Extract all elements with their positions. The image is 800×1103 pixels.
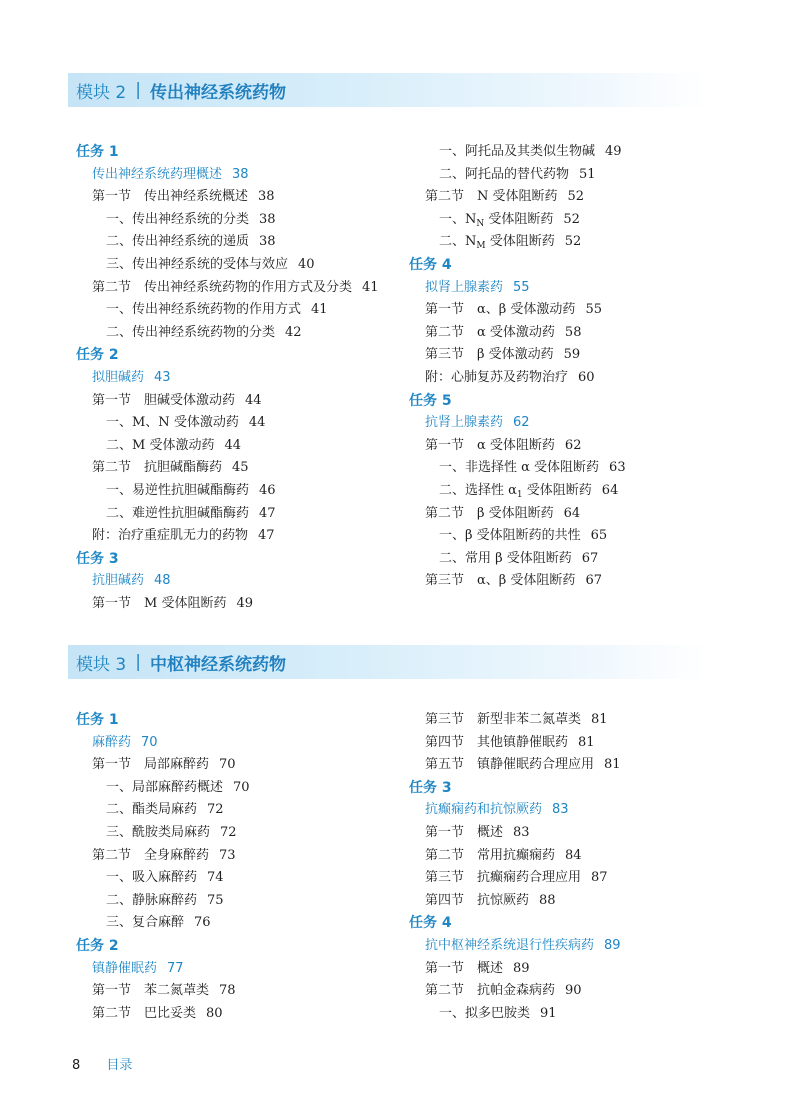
- toc-tasktitle: [409, 412, 739, 435]
- toc-entry-text: 镇静催眠药: [92, 960, 158, 976]
- toc-entry-text: 第四节 其他镇静催眠药: [425, 734, 569, 750]
- toc-page-number: 87: [591, 870, 608, 886]
- toc-page-number: 64: [601, 482, 619, 498]
- toc-entry-text: 第一节 α 受体阻断药: [425, 437, 555, 453]
- toc-item: [409, 164, 739, 187]
- toc-entry-text: 第二节 抗胆碱酯酶药: [92, 460, 223, 476]
- module-title: 传出神经系统药物: [149, 82, 286, 103]
- toc-page-number: 81: [604, 757, 621, 773]
- toc-entry-text: 麻醉药: [92, 734, 132, 750]
- toc-page-number: 46: [259, 482, 276, 498]
- toc-entry-text: 二、常用 β 受体阻断药: [439, 550, 572, 566]
- toc-entry-text: 第一节 胆碱受体激动药: [92, 392, 236, 408]
- toc-task: [76, 548, 406, 571]
- toc-entry-text: 第二节 β 受体阻断药: [425, 505, 554, 521]
- toc-entry-text: 一、非选择性 α 受体阻断药: [439, 460, 600, 476]
- toc-task: [409, 912, 739, 935]
- toc-section: [409, 367, 739, 390]
- toc-page-number: 67: [581, 550, 599, 566]
- toc-page-number: 48: [154, 573, 171, 589]
- toc-entry-text: 第一节 传出神经系统概述: [92, 189, 249, 205]
- toc-entry-text: 第一节 概述: [425, 960, 504, 976]
- toc-task: [409, 254, 739, 277]
- toc-entry-text: 任务 3: [76, 550, 119, 567]
- toc-entry-text: 第一节 局部麻醉药: [92, 757, 210, 773]
- toc-section: [76, 1003, 406, 1026]
- toc-section: [409, 709, 739, 732]
- toc-task: [409, 777, 739, 800]
- toc-page-number: 44: [245, 392, 262, 408]
- toc-entry-text: 附：心肺复苏及药物治疗: [425, 369, 569, 385]
- toc-section: [409, 822, 739, 845]
- toc-page-number: 78: [219, 983, 236, 999]
- toc-page-number: 81: [591, 712, 608, 727]
- toc-tasktitle: [409, 799, 739, 822]
- toc-tasktitle: [76, 958, 406, 981]
- toc-entry-text: 传出神经系统药理概述: [92, 166, 223, 182]
- toc-entry-text: 任务 4: [409, 256, 452, 273]
- toc-page-number: 45: [232, 460, 249, 476]
- toc-page-number: 84: [565, 847, 582, 863]
- toc-page-number: 38: [259, 234, 276, 250]
- toc-entry-text: 二、酯类局麻药: [106, 802, 198, 818]
- toc-page-number: 55: [585, 302, 602, 318]
- page-footer: [72, 1054, 132, 1073]
- toc-entry-text: 任务 3: [409, 779, 452, 796]
- toc-entry-text: 一、吸入麻醉药: [106, 870, 198, 886]
- toc-entry-text: 二、M 受体激动药: [106, 437, 215, 453]
- toc-entry-text-tail: 受体阻断药: [485, 234, 555, 250]
- toc-task: [76, 709, 406, 732]
- toc-page-number: 43: [154, 369, 171, 385]
- toc-section: [409, 344, 739, 367]
- toc-entry-text: 一、β 受体阻断药的共性: [439, 528, 581, 544]
- toc-page-number: 41: [362, 279, 379, 295]
- toc-page-number: 41: [311, 302, 328, 318]
- toc-page-number: 76: [194, 915, 211, 931]
- toc-section: [76, 457, 406, 480]
- toc-item: [76, 777, 406, 800]
- toc-page-number: 75: [207, 892, 224, 908]
- toc-entry-text: 第一节 M 受体阻断药: [92, 595, 227, 611]
- toc-entry-text: 第二节 α 受体激动药: [425, 324, 555, 340]
- toc-page-number: 67: [585, 573, 602, 589]
- toc-entry-text: 第三节 β 受体激动药: [425, 347, 554, 363]
- toc-page-number: 63: [609, 460, 626, 476]
- toc-entry-text: 抗胆碱药: [92, 573, 145, 589]
- toc-entry-text: 第二节 全身麻醉药: [92, 847, 210, 863]
- toc-section: [76, 754, 406, 777]
- toc-entry-text: 第三节 抗癫痫药合理应用: [425, 870, 582, 886]
- toc-entry-text: 第二节 传出神经系统药物的作用方式及分类: [92, 279, 353, 295]
- toc-page-number: 47: [258, 528, 275, 544]
- toc-page-number: 42: [285, 324, 302, 340]
- toc-entry-text: 任务 5: [409, 392, 452, 409]
- toc-page-number: 74: [207, 870, 224, 886]
- toc-page-number: 90: [565, 983, 582, 999]
- toc-entry-text: 一、N: [439, 211, 477, 227]
- toc-tasktitle: [409, 935, 739, 958]
- toc-item: [409, 480, 739, 503]
- toc-page-number: 73: [219, 847, 236, 863]
- toc-task: [76, 935, 406, 958]
- toc-entry-text: 第三节 新型非苯二氮䓬类: [425, 712, 582, 727]
- toc-section: [409, 754, 739, 777]
- module-2-header: [68, 73, 708, 107]
- toc-item: [76, 799, 406, 822]
- toc-entry-text: 二、阿托品的替代药物: [439, 166, 570, 182]
- toc-item: [409, 1003, 739, 1026]
- toc-section: [409, 503, 739, 526]
- toc-task: [76, 141, 406, 164]
- toc-item: [76, 322, 406, 345]
- toc-entry-text: 任务 1: [76, 712, 119, 728]
- toc-page-number: 64: [563, 505, 581, 521]
- toc-item: [76, 912, 406, 935]
- toc-page-number: 72: [207, 802, 224, 818]
- toc-entry-text: 附：治疗重症肌无力的药物: [92, 528, 249, 544]
- toc-item: [76, 299, 406, 322]
- module-3-right-column: [409, 709, 739, 1025]
- toc-page-number: 88: [539, 892, 556, 908]
- module-separator: |: [135, 652, 141, 672]
- toc-tasktitle: [409, 277, 739, 300]
- toc-entry-text: 一、拟多巴胺类: [439, 1005, 531, 1021]
- toc-entry-text: 第二节 抗帕金森病药: [425, 983, 556, 999]
- toc-section: [76, 277, 406, 300]
- toc-section: [76, 980, 406, 1003]
- toc-entry-text: 第一节 苯二氮䓬类: [92, 983, 210, 999]
- module-3-header: [68, 645, 708, 679]
- module-label: 模块 3: [76, 654, 127, 675]
- toc-section: [409, 845, 739, 868]
- toc-entry-text: 第三节 α、β 受体阻断药: [425, 573, 576, 589]
- toc-page-number: 81: [578, 734, 595, 750]
- toc-item: [76, 254, 406, 277]
- toc-tasktitle: [76, 164, 406, 187]
- toc-entry-text: 拟肾上腺素药: [425, 279, 504, 295]
- toc-page-number: 70: [233, 779, 250, 795]
- toc-entry-text-tail: 受体阻断药: [484, 211, 554, 227]
- toc-item: [76, 231, 406, 254]
- toc-page-number: 72: [220, 824, 237, 840]
- toc-page-number: 38: [259, 211, 276, 227]
- module-separator: |: [135, 80, 141, 100]
- toc-entry-text: 一、阿托品及其类似生物碱: [439, 144, 596, 159]
- toc-item: [409, 548, 739, 571]
- toc-page-number: 38: [232, 166, 249, 182]
- toc-page-number: 62: [513, 415, 530, 431]
- module-2-left-column: [76, 141, 406, 615]
- toc-tasktitle: [76, 367, 406, 390]
- toc-entry-text: 第五节 镇静催眠药合理应用: [425, 757, 595, 773]
- toc-page-number: 60: [578, 369, 595, 385]
- toc-entry-text: 一、M、N 受体激动药: [106, 415, 239, 431]
- toc-page-number: 83: [552, 802, 569, 818]
- toc-entry-text: 任务 1: [76, 144, 119, 160]
- page-number: 8: [72, 1058, 81, 1073]
- toc-page-number: 38: [258, 189, 275, 205]
- toc-page-number: 44: [248, 415, 266, 431]
- toc-entry-text: 抗癫痫药和抗惊厥药: [425, 802, 543, 818]
- toc-item: [409, 457, 739, 480]
- toc-entry-text: 第二节 常用抗癫痫药: [425, 847, 556, 863]
- toc-tasktitle: [76, 570, 406, 593]
- toc-task: [409, 390, 739, 413]
- toc-item: [76, 209, 406, 232]
- toc-page-number: 49: [236, 595, 253, 611]
- toc-page-number: 58: [564, 324, 582, 340]
- toc-entry-text: 第二节 巴比妥类: [92, 1005, 197, 1021]
- toc-page-number: 89: [604, 937, 621, 953]
- toc-page-number: 59: [563, 347, 581, 363]
- toc-section: [76, 845, 406, 868]
- toc-section: [409, 570, 739, 593]
- toc-entry-text-tail: 受体阻断药: [522, 482, 592, 498]
- toc-item: [76, 435, 406, 458]
- toc-entry-text: 任务 4: [409, 915, 452, 932]
- toc-page-number: 65: [590, 528, 608, 544]
- toc-entry-text: 任务 2: [76, 937, 119, 954]
- toc-entry-text: 三、酰胺类局麻药: [106, 824, 211, 840]
- toc-entry-text: 第一节 概述: [425, 824, 504, 840]
- toc-entry-text: 第四节 抗惊厥药: [425, 892, 530, 908]
- toc-page-number: 47: [259, 505, 276, 521]
- toc-entry-text: 二、传出神经系统药物的分类: [106, 324, 276, 340]
- toc-section: [409, 958, 739, 981]
- toc-section: [409, 299, 739, 322]
- toc-entry-text: 第二节 N 受体阻断药: [425, 189, 558, 205]
- toc-tasktitle: [76, 732, 406, 755]
- toc-item: [409, 525, 739, 548]
- toc-page-number: 52: [564, 234, 582, 250]
- toc-item: [409, 141, 739, 164]
- toc-section: [76, 390, 406, 413]
- toc-section: [409, 867, 739, 890]
- toc-item: [76, 503, 406, 526]
- toc-entry-text: 抗中枢神经系统退行性疾病药: [425, 937, 595, 953]
- toc-section: [409, 980, 739, 1003]
- toc-page-number: 70: [219, 757, 236, 773]
- toc-page-number: 77: [167, 960, 184, 976]
- module-2-right-column: [409, 141, 739, 593]
- toc-section: [409, 732, 739, 755]
- toc-entry-text: 二、难逆性抗胆碱酯酶药: [106, 505, 250, 521]
- toc-section: [409, 186, 739, 209]
- toc-entry-text: 拟胆碱药: [92, 369, 145, 385]
- toc-section: [76, 593, 406, 616]
- toc-page-number: 70: [141, 734, 158, 750]
- toc-entry-text: 二、静脉麻醉药: [106, 892, 198, 908]
- toc-page-number: 40: [298, 256, 315, 272]
- toc-section: [76, 525, 406, 548]
- toc-page-number: 91: [540, 1005, 557, 1021]
- toc-item: [76, 867, 406, 890]
- toc-task: [76, 344, 406, 367]
- toc-entry-text: 二、选择性 α: [439, 482, 517, 498]
- toc-entry-text: 三、传出神经系统的受体与效应: [106, 256, 289, 272]
- toc-page-number: 52: [563, 211, 580, 227]
- toc-entry-text: 任务 2: [76, 347, 119, 364]
- toc-entry-text: 抗肾上腺素药: [425, 415, 504, 431]
- toc-entry-text: 一、易逆性抗胆碱酯酶药: [106, 482, 250, 498]
- toc-section: [409, 322, 739, 345]
- toc-section: [76, 186, 406, 209]
- toc-item: [76, 412, 406, 435]
- toc-item: [76, 890, 406, 913]
- toc-entry-text: 三、复合麻醉: [106, 915, 185, 931]
- toc-item: [409, 209, 739, 232]
- toc-entry-text: 二、N: [439, 234, 477, 250]
- toc-entry-text: 一、局部麻醉药概述: [106, 779, 224, 795]
- toc-page-number: 49: [605, 144, 622, 159]
- toc-section: [409, 890, 739, 913]
- module-label: 模块 2: [76, 82, 127, 103]
- toc-entry-text: 一、传出神经系统药物的作用方式: [106, 302, 302, 318]
- toc-page-number: 89: [513, 960, 530, 976]
- toc-entry-text: 一、传出神经系统的分类: [106, 211, 250, 227]
- toc-item: [76, 480, 406, 503]
- toc-page-number: 83: [513, 824, 530, 840]
- toc-page-number: 51: [579, 166, 596, 182]
- toc-page-number: 52: [567, 189, 585, 205]
- toc-entry-text: 二、传出神经系统的递质: [106, 234, 250, 250]
- toc-page-number: 55: [513, 279, 530, 295]
- toc-entry-subscript: 1: [516, 489, 523, 500]
- toc-entry-text: 第一节 α、β 受体激动药: [425, 302, 576, 318]
- toc-item: [76, 822, 406, 845]
- toc-page-number: 44: [224, 437, 241, 453]
- toc-page-number: 62: [564, 437, 582, 453]
- toc-section: [409, 435, 739, 458]
- footer-title: 目录: [106, 1058, 133, 1073]
- toc-entry-subscript: M: [476, 241, 486, 252]
- module-title: 中枢神经系统药物: [149, 654, 286, 675]
- toc-entry-subscript: N: [476, 218, 485, 229]
- toc-page-number: 80: [206, 1005, 223, 1021]
- toc-item: [409, 231, 739, 254]
- module-3-left-column: [76, 709, 406, 1025]
